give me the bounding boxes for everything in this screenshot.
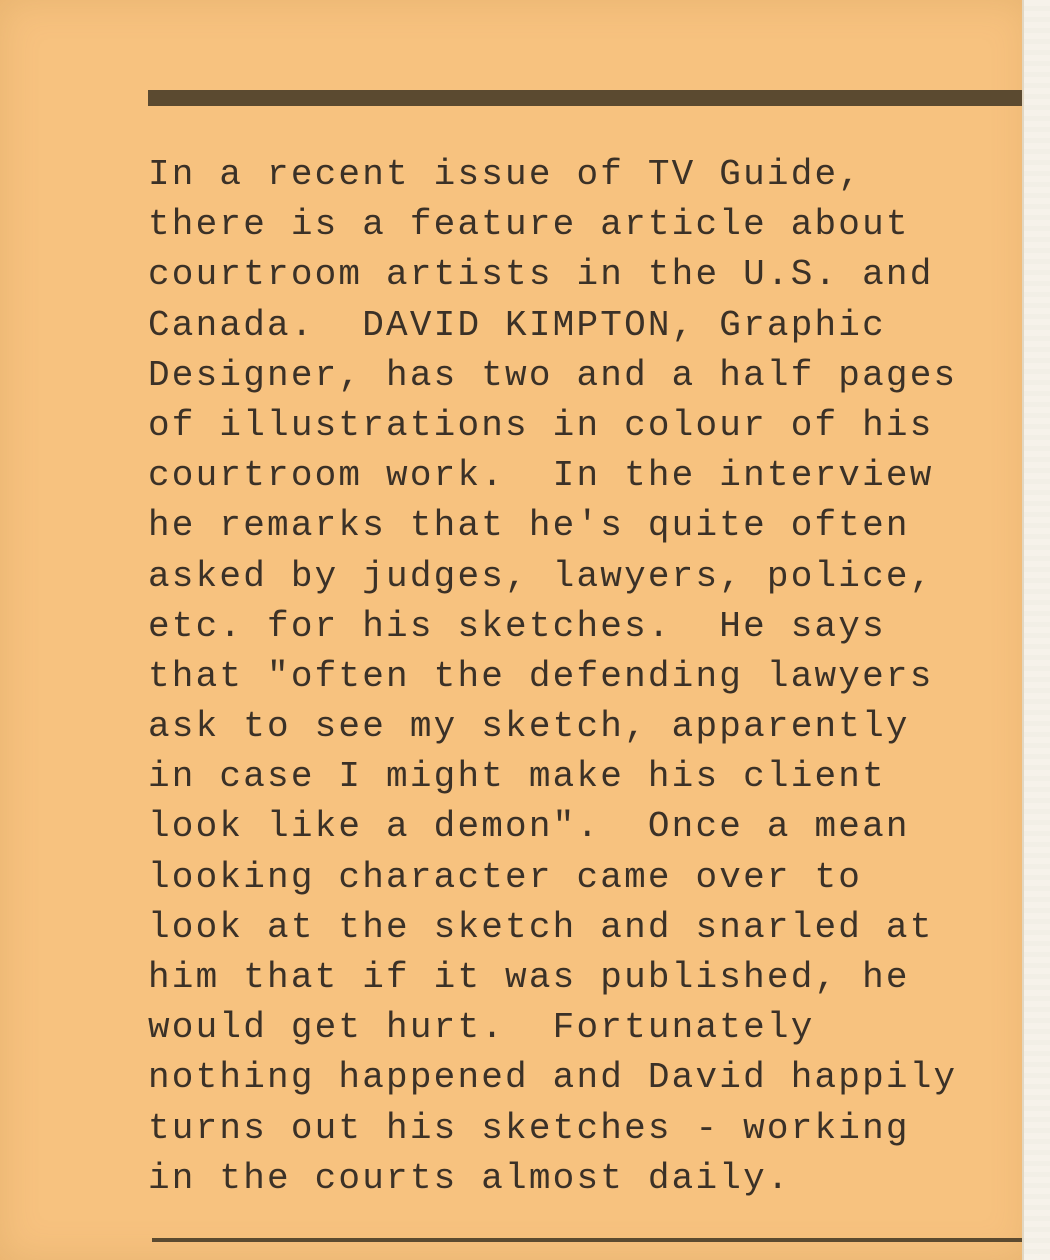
article-line: Canada. DAVID KIMPTON, Graphic <box>148 304 886 346</box>
article-line: would get hurt. Fortunately <box>148 1007 815 1049</box>
deckled-edge <box>1022 0 1050 1260</box>
article-line: there is a feature article about <box>148 204 910 246</box>
article-line: ask to see my sketch, apparently <box>148 706 910 748</box>
article-text <box>148 150 1008 1204</box>
article-line: looking character came over to <box>148 856 863 898</box>
article-line: look at the sketch and snarled at <box>148 906 934 948</box>
top-rule <box>148 90 1028 106</box>
article-line: turns out his sketches - working <box>148 1107 910 1149</box>
article-line: in the courts almost daily. <box>148 1157 791 1199</box>
article-line: look like a demon". Once a mean <box>148 806 910 848</box>
article-line: of illustrations in colour of his <box>148 404 934 446</box>
article-line: he remarks that he's quite often <box>148 505 910 547</box>
article-line: asked by judges, lawyers, police, <box>148 555 934 597</box>
article-line: Designer, has two and a half pages <box>148 354 958 396</box>
article-line: courtroom artists in the U.S. and <box>148 254 934 296</box>
article-line: him that if it was published, he <box>148 957 910 998</box>
bottom-rule <box>152 1238 1027 1242</box>
article-line: nothing happened and David happily <box>148 1057 958 1099</box>
article-line: In a recent issue of TV Guide, <box>148 154 863 195</box>
article-line: etc. for his sketches. He says <box>148 605 886 647</box>
article-line: that "often the defending lawyers <box>148 655 934 697</box>
article-line: in case I might make his client <box>148 756 886 798</box>
article-line: courtroom work. In the interview <box>148 455 934 497</box>
